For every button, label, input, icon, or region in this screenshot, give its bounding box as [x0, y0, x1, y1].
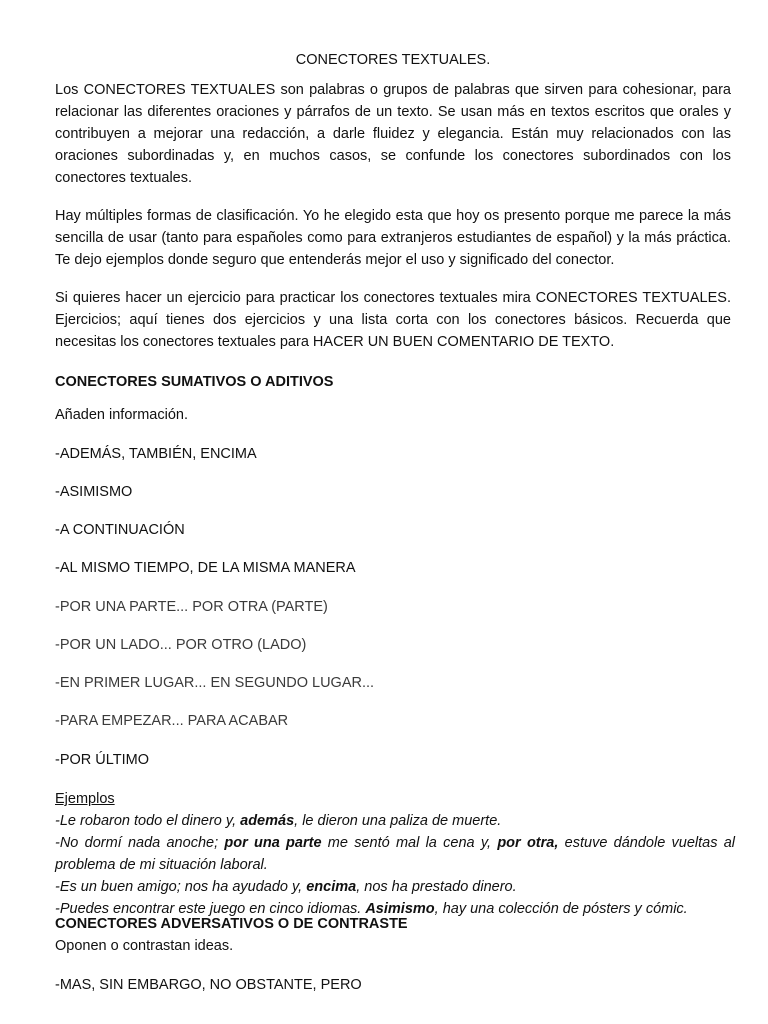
example-text: -No dormí nada anoche; [55, 835, 225, 851]
example-text: estuve dándole vueltas al problema de mi situación laboral. [55, 835, 736, 873]
intro-paragraph-1: Los CONECTORES TEXTUALES son palabras o grupos de palabras que sirven para cohesionar, para relacionar las diferentes oraciones y párrafos de un texto. Se usan más en textos escritos que orales y contribuyen a mejorar una redacción, a darle fluidez y elegancia. Están muy relacionados con las oraciones subordinadas y, en muchos casos, se confunde los conectores subordinados con los conectores textuales. [55, 82, 731, 186]
example-text: me sentó mal la cena y, [321, 835, 498, 851]
section-heading-adversativos: CONECTORES ADVERSATIVOS O DE CONTRASTE [55, 916, 408, 932]
example-connector-highlight: Asimismo [365, 901, 435, 917]
example-connector-highlight: por otra, [497, 835, 559, 851]
section-description-adversativos: Oponen o contrastan ideas. [55, 938, 234, 954]
connector-item: -MAS, SIN EMBARGO, NO OBSTANTE, PERO [55, 977, 362, 993]
example-text: -Le robaron todo el dinero y, [55, 813, 241, 829]
document-title: CONECTORES TEXTUALES. [295, 52, 491, 68]
example-sentence [55, 832, 735, 876]
connector-item: -POR UNA PARTE... POR OTRA (PARTE) [55, 599, 328, 615]
example-sentence [55, 876, 735, 898]
intro-paragraph-2: Hay múltiples formas de clasificación. Yo he elegido esta que hoy os presento porque me parece la más sencilla de usar (tanto para españoles como para extranjeros estudiantes de español) y la más práctica. Te dejo ejemplos donde seguro que entenderás mejor el uso y significado del conector. [55, 208, 731, 268]
example-text: , nos ha prestado dinero. [356, 879, 517, 895]
section-description-sumativos: Añaden información. [55, 407, 188, 423]
section-heading-sumativos: CONECTORES SUMATIVOS O ADITIVOS [55, 374, 334, 390]
example-text: , hay una colección de pósters y cómic. [434, 901, 688, 917]
example-text: -Puedes encontrar este juego en cinco idiomas. [55, 901, 366, 917]
examples-title: Ejemplos [55, 791, 115, 807]
example-sentence [55, 810, 735, 832]
connector-item: -POR UN LADO... POR OTRO (LADO) [55, 637, 307, 653]
example-text: , le dieron una paliza de muerte. [294, 813, 502, 829]
connector-item: -A CONTINUACIÓN [55, 522, 185, 538]
connector-item: -ADEMÁS, TAMBIÉN, ENCIMA [55, 446, 257, 462]
connector-item: -ASIMISMO [55, 484, 133, 500]
intro-paragraph-3: Si quieres hacer un ejercicio para practicar los conectores textuales mira CONECTORES TEXTUALES. Ejercicios; aquí tienes dos ejercicios y una lista corta con los conectores básicos. Recuerda que necesitas los conectores textuales para HACER UN BUEN COMENTARIO DE TEXTO. [55, 290, 731, 350]
examples-block [55, 788, 735, 920]
example-connector-highlight: además [240, 813, 295, 829]
examples-list [55, 810, 735, 920]
connector-item: -POR ÚLTIMO [55, 752, 149, 768]
example-text: -Es un buen amigo; nos ha ayudado y, [55, 879, 307, 895]
connector-item: -PARA EMPEZAR... PARA ACABAR [55, 713, 289, 729]
example-connector-highlight: por una parte [224, 835, 322, 851]
example-connector-highlight: encima [306, 879, 357, 895]
connector-item: -AL MISMO TIEMPO, DE LA MISMA MANERA [55, 560, 356, 576]
connector-item: -EN PRIMER LUGAR... EN SEGUNDO LUGAR... [55, 675, 375, 691]
